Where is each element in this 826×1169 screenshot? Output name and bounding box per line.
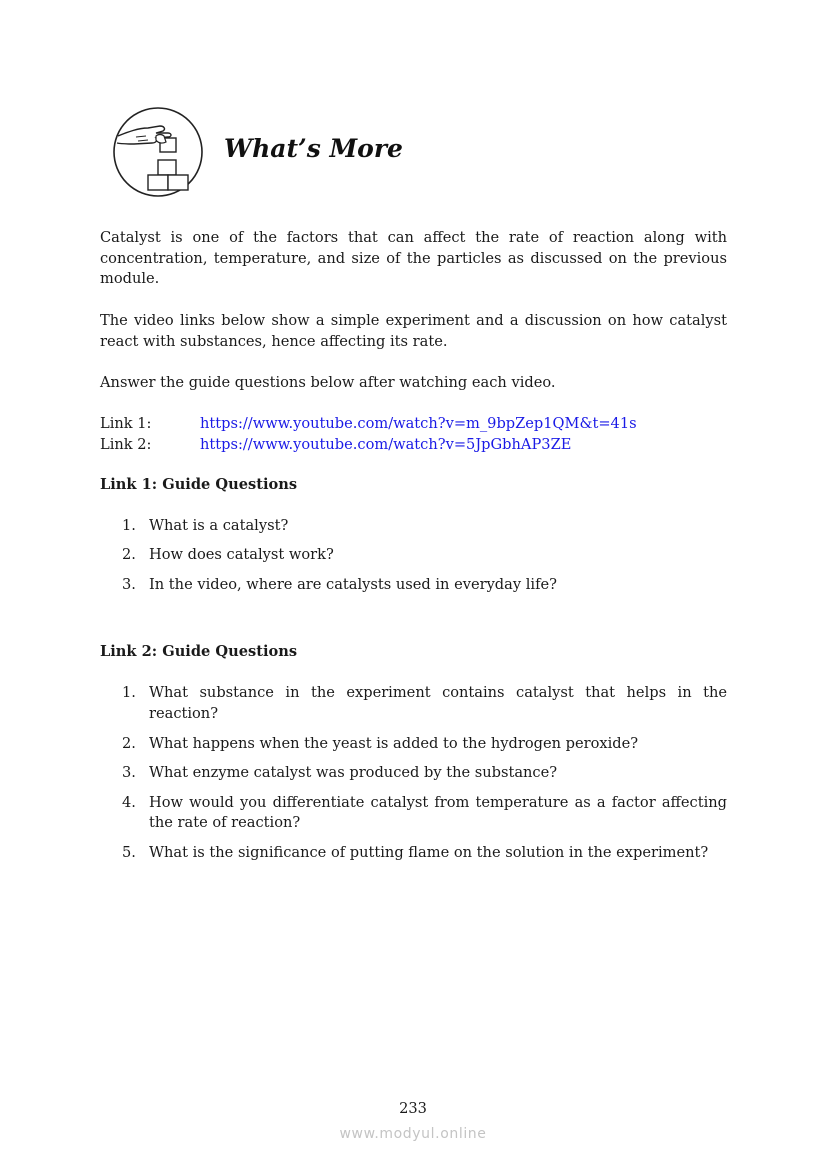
question-number: 4. [122, 793, 136, 811]
list-item [122, 545, 727, 566]
link2-heading: Link 2: Guide Questions [100, 643, 298, 660]
list-item [122, 763, 727, 784]
video-link-1[interactable]: https://www.youtube.com/watch?v=m_9bpZep1QM&t=41s [200, 415, 637, 432]
question-text: What is the significance of putting flame on the solution in the experiment? [149, 843, 709, 861]
question-text: What is a catalyst? [149, 517, 289, 534]
link-row [100, 435, 727, 456]
question-text: How does catalyst work? [149, 546, 334, 564]
question-number: 5. [122, 843, 136, 861]
video-link-2[interactable]: https://www.youtube.com/watch?v=5JpGbhAP3ZE [200, 435, 572, 453]
paragraph: Catalyst is one of the factors that can affect the rate of reaction along with concentration, temperature, and size of the particles as discussed on the previous module. [100, 229, 727, 288]
list-item [122, 843, 727, 864]
paragraph: The video links below show a simple experiment and a discussion on how catalyst react with substances, hence affecting its rate. [100, 311, 727, 350]
question-text: What happens when the yeast is added to the hydrogen peroxide? [149, 734, 639, 752]
question-number: 3. [122, 764, 136, 782]
question-number: 1. [122, 517, 136, 534]
question-number: 3. [122, 575, 136, 593]
question-text: How would you differentiate catalyst from temperature as a factor affecting the rate of reaction? [149, 793, 727, 832]
page-number: 233 [399, 1100, 427, 1117]
watermark: www.modyul.online [339, 1126, 487, 1142]
link1-question-list [122, 516, 727, 595]
link-row [100, 414, 727, 435]
link-label: Link 1: [100, 415, 152, 432]
question-number: 2. [122, 546, 136, 564]
link1-heading: Link 1: Guide Questions [100, 476, 298, 493]
paragraph: Answer the guide questions below after watching each video. [100, 373, 556, 391]
question-number: 2. [122, 734, 136, 752]
list-item [122, 516, 727, 537]
question-number: 1. [122, 684, 136, 701]
intro-text [100, 228, 727, 394]
question-text: What enzyme catalyst was produced by the substance? [149, 764, 558, 782]
video-links [100, 414, 727, 455]
hands-stacking-blocks-icon [112, 106, 204, 198]
link-label: Link 2: [100, 435, 152, 453]
list-item [122, 734, 727, 755]
link2-question-list [122, 683, 727, 863]
list-item [122, 575, 727, 596]
question-text: In the video, where are catalysts used in everyday life? [149, 575, 557, 593]
list-item [122, 683, 727, 724]
question-text: What substance in the experiment contains catalyst that helps in the reaction? [149, 684, 727, 722]
list-item [122, 793, 727, 834]
section-header [112, 106, 512, 198]
section-title: What’s More [224, 134, 403, 163]
